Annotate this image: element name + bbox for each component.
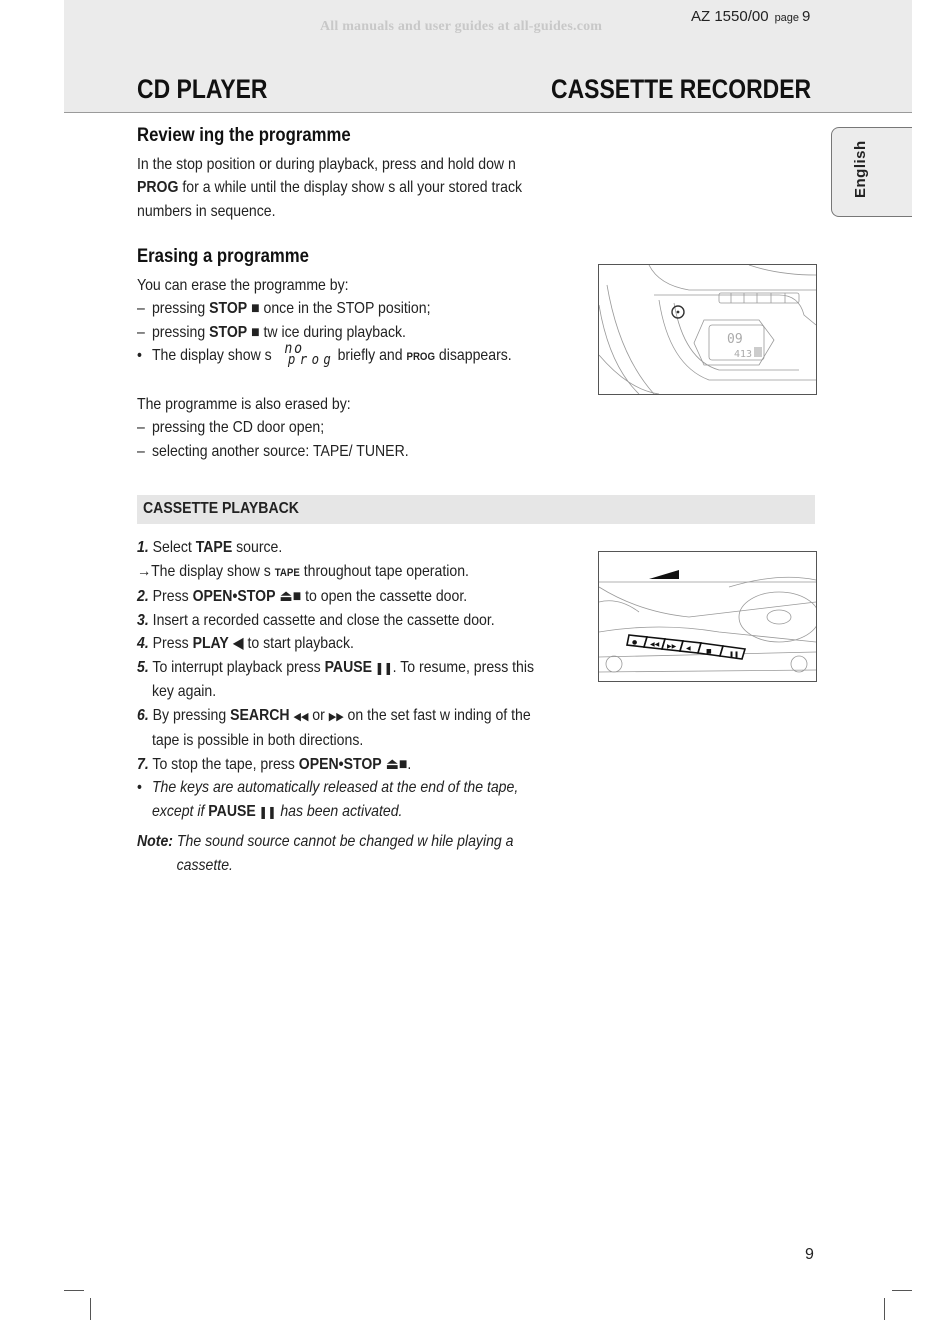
lcd-no-prog-display	[276, 339, 336, 368]
auto-release-cont	[137, 800, 534, 825]
step-number: 2.	[137, 588, 149, 605]
stop-key: STOP	[209, 323, 248, 341]
step-4	[137, 632, 534, 656]
step-number: 4.	[137, 635, 149, 652]
erase-item-2	[137, 321, 512, 345]
erase-item-1-post: once in the STOP position;	[259, 300, 431, 317]
tape-key: TAPE	[195, 539, 233, 556]
svg-text:◀: ◀	[686, 645, 691, 652]
section-title-cassette-recorder: CASSETTE RECORDER	[551, 74, 812, 104]
step-3	[137, 609, 534, 633]
language-tab	[831, 127, 912, 217]
step-4-post: to start playback.	[243, 635, 354, 652]
bullet-marker: •	[137, 779, 142, 796]
step-7	[137, 753, 534, 777]
step-6-mid: or	[308, 706, 329, 724]
display-note	[137, 560, 534, 586]
cassette-recorder-drawing	[599, 552, 816, 681]
crop-mark	[90, 1298, 91, 1320]
eject-stop-icon: ⏏■	[385, 755, 408, 773]
step-5-post: . To resume, press this	[392, 658, 535, 676]
erase-bullet-post: disappears.	[435, 347, 512, 364]
step-6-post: on the set fast w inding of the	[343, 706, 531, 724]
svg-text:■: ■	[706, 648, 712, 655]
svg-text:◀◀: ◀◀	[650, 641, 660, 648]
step-number: 3.	[137, 611, 149, 629]
dash-marker: –	[137, 442, 145, 460]
step-6-pre: By pressing	[148, 706, 231, 724]
step-2-post: to open the cassette door.	[301, 588, 468, 605]
step-6-cont: tape is possible in both directions.	[151, 732, 364, 749]
erase-item-1-pre: pressing	[151, 300, 210, 317]
model-number: AZ 1550/00	[691, 8, 769, 25]
erase-heading: Erasing a programme	[137, 246, 309, 267]
header-page-number: 9	[802, 8, 811, 25]
step-2	[137, 585, 534, 609]
pause-key: PAUSE	[208, 802, 256, 820]
step-number: 7.	[137, 755, 149, 773]
step-4-pre: Press	[148, 635, 193, 652]
stop-icon: ■	[251, 300, 260, 317]
stop-key: STOP	[209, 300, 248, 317]
erase-item-4	[137, 440, 512, 464]
dash-marker: –	[137, 419, 145, 436]
arrow-right-icon: →	[137, 562, 152, 580]
erase-intro: You can erase the programme by:	[137, 276, 349, 294]
note-label: Note:	[137, 833, 173, 850]
erase-also: The programme is also erased by:	[137, 395, 351, 413]
step-5-pre: To interrupt playback press	[148, 658, 325, 676]
section-title-cd-player: CD PLAYER	[137, 74, 268, 104]
step-3-text: Insert a recorded cassette and close the cassette door.	[148, 611, 495, 629]
play-key: PLAY	[192, 635, 229, 652]
review-line-1: In the stop position or during playback, press and hold dow n	[137, 155, 516, 173]
step-number: 1.	[137, 539, 149, 556]
cassette-playback-title: CASSETTE PLAYBACK	[143, 500, 299, 517]
erase-item-3	[137, 416, 512, 440]
lcd-no-text: no	[284, 339, 304, 357]
prog-label: PROG	[406, 351, 436, 363]
step-6	[137, 704, 534, 730]
lcd-prog-text: prog	[287, 352, 336, 368]
display-note-pre: The display show s	[151, 562, 275, 580]
review-section	[137, 124, 575, 223]
tape-display-label: TAPE	[274, 566, 300, 579]
auto-release-text: The keys are automatically released at the end of the tape,	[151, 779, 519, 796]
svg-text:▶▶: ▶▶	[667, 643, 677, 650]
bullet-marker: •	[137, 347, 142, 364]
footer-page-number: 9	[805, 1246, 814, 1263]
auto-release-cont-pre: except if	[151, 802, 209, 820]
review-line-2	[137, 176, 522, 200]
step-number: 5.	[137, 658, 149, 676]
step-5-cont: key again.	[151, 683, 217, 700]
prog-key: PROG	[137, 179, 179, 196]
erase-item-1	[137, 297, 512, 321]
step-7-pre: To stop the tape, press	[148, 755, 299, 773]
erase-bullet-pre: The display show s	[151, 347, 272, 364]
erase-section	[137, 245, 563, 463]
step-7-post: .	[407, 755, 412, 773]
eject-stop-icon: ⏏■	[279, 588, 302, 605]
dash-marker: –	[137, 300, 145, 317]
cd-player-illustration	[598, 264, 817, 395]
play-icon: ◀	[232, 635, 244, 652]
pause-icon: ❚❚	[372, 660, 393, 675]
fast-forward-icon: ▶▶	[328, 710, 344, 723]
note	[137, 830, 534, 854]
auto-release-cont-post: has been activated.	[276, 802, 403, 820]
open-stop-key: OPEN•STOP	[298, 755, 382, 773]
dash-marker: –	[137, 323, 145, 341]
cassette-playback-band	[137, 495, 815, 524]
step-1	[137, 536, 534, 560]
rewind-icon: ◀◀	[293, 710, 309, 723]
note-cont: cassette.	[176, 856, 233, 874]
open-stop-key: OPEN•STOP	[192, 588, 276, 605]
svg-text:09: 09	[727, 332, 743, 347]
review-heading: Review ing the programme	[137, 125, 351, 146]
cassette-recorder-illustration	[598, 551, 817, 682]
auto-release-note	[137, 776, 534, 800]
erase-item-2-post: tw ice during playback.	[259, 323, 406, 341]
step-number: 6.	[137, 706, 149, 724]
cd-player-drawing	[599, 265, 816, 394]
review-line-2-text: for a while until the display show s all your stored track	[178, 179, 523, 196]
crop-mark	[892, 1290, 912, 1291]
watermark: All manuals and user guides at all-guides.com	[320, 19, 603, 34]
erase-bullet-mid: briefly and	[333, 347, 407, 364]
step-1-post: source.	[232, 539, 283, 556]
stop-icon: ■	[251, 323, 260, 341]
review-line-3: numbers in sequence.	[137, 202, 276, 220]
step-5	[137, 656, 534, 681]
model-page-label	[691, 8, 810, 25]
language-label: English	[852, 140, 869, 198]
crop-mark	[64, 1290, 84, 1291]
svg-text:413: 413	[734, 349, 753, 360]
svg-text:❚❚: ❚❚	[729, 651, 740, 658]
display-note-post: throughout tape operation.	[299, 562, 469, 580]
erase-bullet	[137, 339, 512, 370]
page-label: page	[774, 12, 800, 24]
step-2-pre: Press	[148, 588, 193, 605]
pause-key: PAUSE	[324, 658, 373, 676]
crop-mark	[884, 1298, 885, 1320]
erase-item-4-text: selecting another source: TAPE/ TUNER.	[151, 442, 409, 460]
search-key: SEARCH	[230, 706, 290, 724]
step-1-pre: Select	[148, 539, 196, 556]
note-text: The sound source cannot be changed w hile playing a	[172, 833, 514, 850]
cassette-steps	[137, 536, 588, 877]
erase-item-2-pre: pressing	[151, 323, 210, 341]
svg-text:●: ●	[632, 639, 638, 646]
erase-item-3-text: pressing the CD door open;	[151, 419, 325, 436]
pause-icon: ❚❚	[255, 804, 277, 819]
